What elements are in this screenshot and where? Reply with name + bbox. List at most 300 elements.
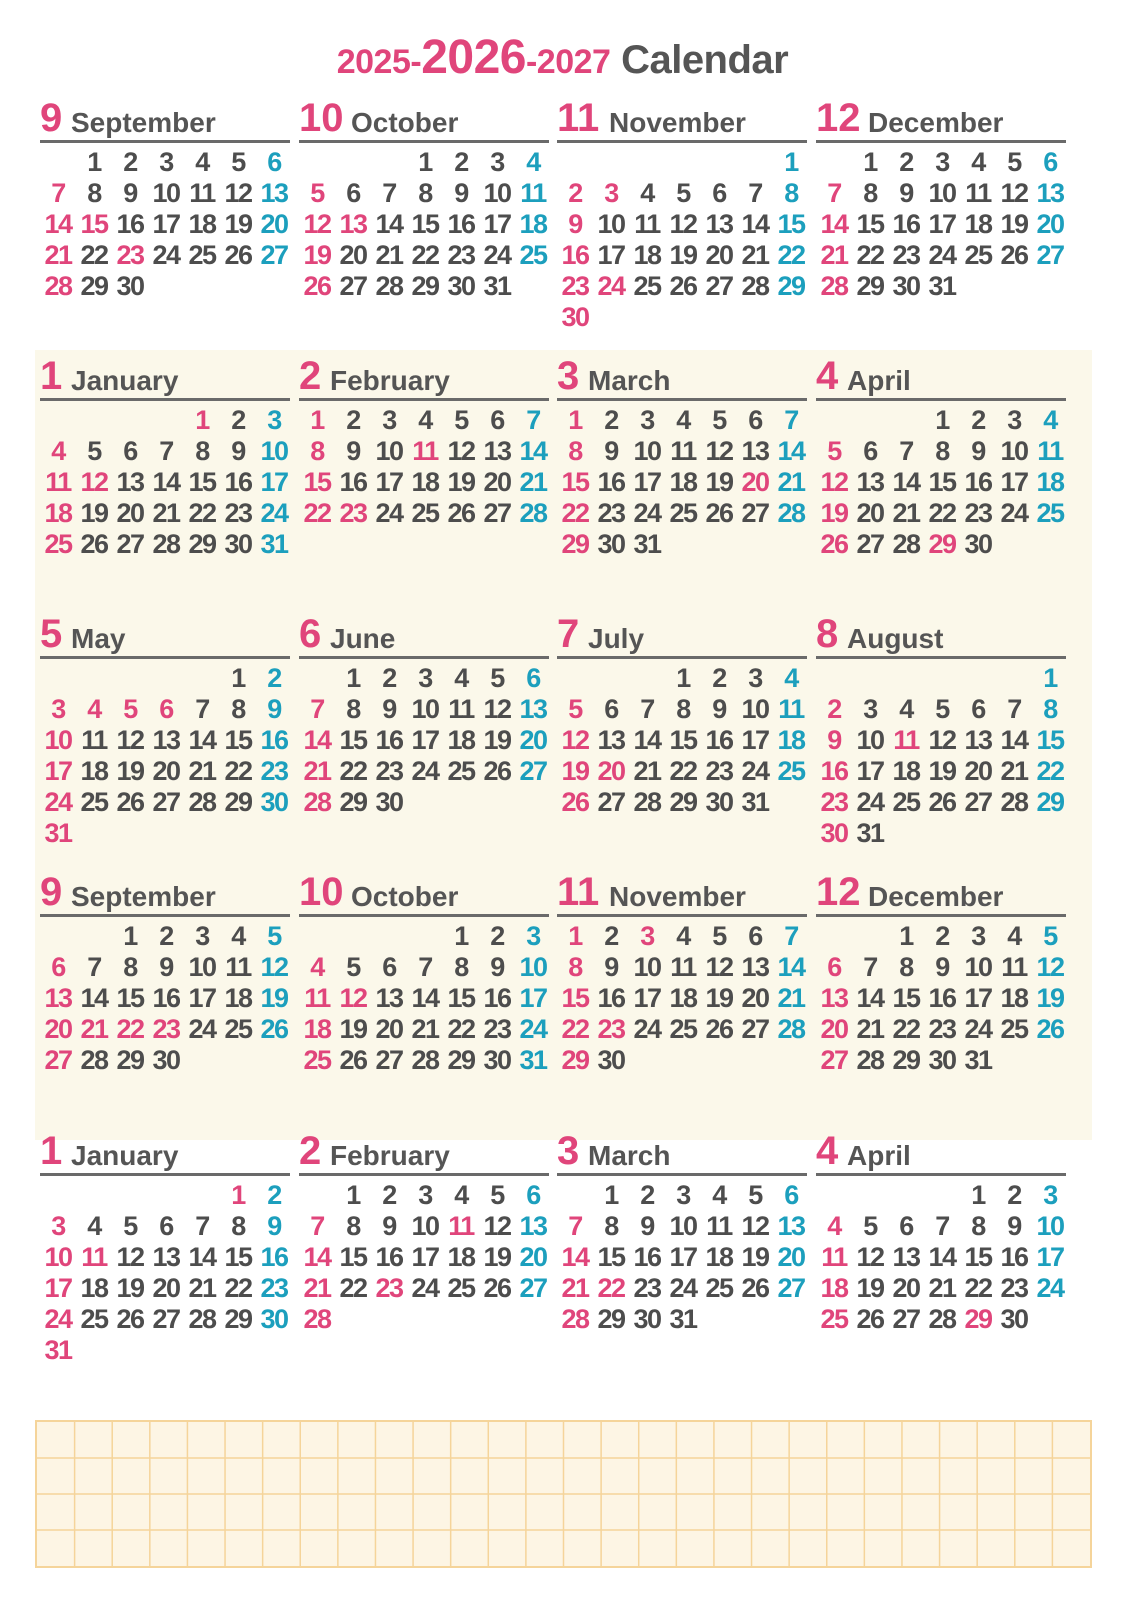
day-cell: 15 (188, 467, 216, 497)
day-cell: 7 (935, 1211, 949, 1241)
empty-cell (924, 1180, 960, 1211)
day-cell: 28 (928, 1304, 956, 1334)
day-cell: 30 (116, 271, 144, 301)
day-cell: 23 (116, 240, 144, 270)
day-cell: 29 (224, 1304, 252, 1334)
day-cell: 13 (892, 1242, 920, 1272)
day-cell: 18 (820, 1273, 848, 1303)
day-cell: 28 (303, 787, 331, 817)
day-cell: 9 (604, 436, 618, 466)
day-cell: 25 (80, 1304, 108, 1334)
day-cell: 1 (418, 147, 432, 177)
day-cell: 5 (1007, 147, 1021, 177)
day-cell: 5 (87, 436, 101, 466)
month-block (557, 1129, 807, 1335)
day-cell: 1 (310, 405, 324, 435)
empty-cell (76, 405, 112, 436)
month-name: July (588, 623, 645, 654)
day-cell: 25 (411, 498, 439, 528)
day-cell: 2 (346, 405, 360, 435)
day-cell: 11 (81, 725, 107, 755)
empty-cell (665, 147, 701, 178)
day-cell: 5 (346, 952, 360, 982)
day-cell: 30 (705, 787, 733, 817)
day-cell: 6 (159, 694, 173, 724)
day-cell: 17 (633, 467, 661, 497)
day-cell: 31 (44, 818, 72, 848)
day-cell: 10 (1000, 436, 1028, 466)
day-cell: 27 (44, 1045, 72, 1075)
day-cell: 9 (346, 436, 360, 466)
day-cell: 8 (899, 952, 913, 982)
day-cell: 8 (87, 178, 101, 208)
day-cell: 27 (116, 529, 144, 559)
day-cell: 10 (633, 952, 661, 982)
month-name: August (847, 623, 944, 654)
empty-cell (593, 663, 629, 694)
day-cell: 18 (447, 1242, 475, 1272)
day-cell: 21 (303, 1273, 331, 1303)
month-name: March (588, 1140, 671, 1171)
day-cell: 11 (706, 1211, 732, 1241)
empty-cell (557, 147, 593, 178)
day-cell: 15 (669, 725, 697, 755)
day-grid (816, 405, 1066, 560)
day-cell: 6 (526, 1180, 540, 1210)
month-header (816, 612, 1066, 659)
month-number: 6 (299, 612, 322, 656)
day-cell: 13 (705, 209, 733, 239)
day-cell: 17 (1036, 1242, 1064, 1272)
day-cell: 23 (820, 787, 848, 817)
day-cell: 18 (669, 983, 697, 1013)
day-cell: 17 (928, 209, 956, 239)
day-cell: 27 (892, 1304, 920, 1334)
empty-cell (112, 1180, 148, 1211)
empty-cell (299, 921, 335, 952)
day-cell: 11 (670, 436, 696, 466)
day-cell: 11 (965, 178, 991, 208)
title-main-year: 2026 (421, 31, 526, 84)
day-cell: 30 (260, 787, 288, 817)
day-cell: 1 (899, 921, 913, 951)
day-cell: 1 (346, 663, 360, 693)
day-cell: 21 (303, 756, 331, 786)
day-cell: 22 (777, 240, 805, 270)
day-cell: 29 (597, 1304, 625, 1334)
day-cell: 15 (892, 983, 920, 1013)
day-cell: 19 (260, 983, 288, 1013)
day-cell: 3 (748, 663, 762, 693)
day-cell: 19 (339, 1014, 367, 1044)
day-cell: 22 (339, 756, 367, 786)
day-cell: 12 (856, 1242, 884, 1272)
empty-cell (852, 405, 888, 436)
empty-cell (335, 921, 371, 952)
day-cell: 3 (51, 694, 65, 724)
day-cell: 18 (80, 756, 108, 786)
day-cell: 7 (310, 694, 324, 724)
day-cell: 13 (260, 178, 288, 208)
day-cell: 26 (705, 498, 733, 528)
day-cell: 25 (1000, 1014, 1028, 1044)
day-cell: 1 (231, 1180, 245, 1210)
day-cell: 4 (1007, 921, 1021, 951)
month-header (299, 1129, 549, 1176)
day-grid (299, 405, 549, 529)
day-cell: 1 (568, 921, 582, 951)
day-cell: 18 (447, 725, 475, 755)
day-cell: 26 (705, 1014, 733, 1044)
empty-cell (816, 921, 852, 952)
month-name: November (609, 107, 746, 138)
day-cell: 7 (195, 694, 209, 724)
day-cell: 22 (116, 1014, 144, 1044)
day-cell: 10 (741, 694, 769, 724)
day-cell: 1 (863, 147, 877, 177)
day-cell: 30 (597, 529, 625, 559)
day-cell: 25 (188, 240, 216, 270)
day-cell: 8 (784, 178, 798, 208)
month-number: 5 (40, 612, 63, 656)
day-cell: 7 (784, 921, 798, 951)
day-cell: 5 (676, 178, 690, 208)
day-cell: 5 (712, 921, 726, 951)
day-cell: 18 (705, 1242, 733, 1272)
day-cell: 19 (483, 1242, 511, 1272)
day-cell: 27 (741, 1014, 769, 1044)
day-cell: 5 (1043, 921, 1057, 951)
day-cell: 5 (310, 178, 324, 208)
day-cell: 15 (597, 1242, 625, 1272)
day-cell: 3 (51, 1211, 65, 1241)
day-cell: 13 (1036, 178, 1064, 208)
day-cell: 12 (224, 178, 252, 208)
day-cell: 11 (893, 725, 919, 755)
month-header (299, 612, 549, 659)
day-cell: 15 (777, 209, 805, 239)
day-cell: 2 (899, 147, 913, 177)
day-cell: 13 (152, 1242, 180, 1272)
day-cell: 28 (777, 498, 805, 528)
day-cell: 29 (224, 787, 252, 817)
empty-cell (888, 405, 924, 436)
day-cell: 10 (964, 952, 992, 982)
month-name: April (847, 1140, 911, 1171)
memo-grid-lines (37, 1422, 1090, 1566)
day-cell: 20 (1036, 209, 1064, 239)
day-cell: 24 (519, 1014, 547, 1044)
day-cell: 14 (411, 983, 439, 1013)
month-block (557, 96, 807, 333)
day-cell: 4 (676, 405, 690, 435)
day-cell: 27 (705, 271, 733, 301)
day-cell: 28 (1000, 787, 1028, 817)
day-cell: 28 (856, 1045, 884, 1075)
day-cell: 27 (375, 1045, 403, 1075)
day-cell: 14 (519, 436, 547, 466)
day-cell: 8 (971, 1211, 985, 1241)
day-cell: 18 (1036, 467, 1064, 497)
day-cell: 29 (964, 1304, 992, 1334)
day-cell: 29 (892, 1045, 920, 1075)
day-cell: 22 (561, 498, 589, 528)
day-cell: 22 (339, 1273, 367, 1303)
day-cell: 19 (1036, 983, 1064, 1013)
day-cell: 12 (705, 436, 733, 466)
day-cell: 9 (159, 952, 173, 982)
day-cell: 11 (189, 178, 215, 208)
day-cell: 2 (568, 178, 582, 208)
day-grid (299, 147, 549, 302)
day-cell: 13 (44, 983, 72, 1013)
day-cell: 3 (267, 405, 281, 435)
day-cell: 21 (820, 240, 848, 270)
day-cell: 26 (1036, 1014, 1064, 1044)
day-cell: 19 (820, 498, 848, 528)
day-cell: 17 (44, 756, 72, 786)
day-cell: 14 (1000, 725, 1028, 755)
day-cell: 19 (741, 1242, 769, 1272)
day-cell: 10 (633, 436, 661, 466)
day-cell: 4 (418, 405, 432, 435)
day-cell: 17 (741, 725, 769, 755)
day-cell: 21 (44, 240, 72, 270)
day-cell: 10 (597, 209, 625, 239)
month-number: 2 (299, 354, 322, 398)
day-cell: 5 (935, 694, 949, 724)
day-grid (557, 147, 807, 333)
day-cell: 26 (928, 787, 956, 817)
month-header (557, 96, 807, 143)
month-block (816, 1129, 1066, 1335)
empty-cell (737, 147, 773, 178)
day-cell: 23 (152, 1014, 180, 1044)
month-number: 7 (557, 612, 580, 656)
day-cell: 21 (561, 1273, 589, 1303)
day-cell: 22 (928, 498, 956, 528)
day-cell: 5 (490, 663, 504, 693)
empty-cell (40, 663, 76, 694)
day-cell: 18 (777, 725, 805, 755)
day-cell: 24 (633, 498, 661, 528)
day-cell: 29 (561, 1045, 589, 1075)
day-cell: 25 (447, 1273, 475, 1303)
day-cell: 5 (748, 1180, 762, 1210)
day-cell: 6 (712, 178, 726, 208)
day-cell: 3 (1043, 1180, 1057, 1210)
day-cell: 11 (520, 178, 546, 208)
day-cell: 25 (44, 529, 72, 559)
day-cell: 7 (863, 952, 877, 982)
day-cell: 7 (784, 405, 798, 435)
day-cell: 24 (483, 240, 511, 270)
day-cell: 14 (856, 983, 884, 1013)
day-cell: 3 (382, 405, 396, 435)
day-cell: 2 (640, 1180, 654, 1210)
month-name: September (71, 107, 216, 138)
day-grid (299, 921, 549, 1076)
day-cell: 8 (346, 694, 360, 724)
empty-cell (557, 663, 593, 694)
day-cell: 17 (483, 209, 511, 239)
day-cell: 8 (195, 436, 209, 466)
day-cell: 14 (777, 436, 805, 466)
day-cell: 27 (741, 498, 769, 528)
empty-cell (76, 1180, 112, 1211)
empty-cell (852, 663, 888, 694)
day-cell: 16 (820, 756, 848, 786)
day-grid (816, 147, 1066, 302)
day-cell: 18 (80, 1273, 108, 1303)
day-cell: 27 (519, 1273, 547, 1303)
day-cell: 22 (856, 240, 884, 270)
day-cell: 2 (267, 1180, 281, 1210)
day-cell: 21 (519, 467, 547, 497)
day-cell: 6 (159, 1211, 173, 1241)
day-cell: 27 (339, 271, 367, 301)
day-cell: 14 (820, 209, 848, 239)
day-cell: 20 (260, 209, 288, 239)
day-cell: 17 (411, 725, 439, 755)
month-header (816, 1129, 1066, 1176)
day-cell: 21 (633, 756, 661, 786)
day-cell: 25 (669, 1014, 697, 1044)
day-cell: 17 (519, 983, 547, 1013)
day-cell: 28 (820, 271, 848, 301)
day-cell: 10 (152, 178, 180, 208)
day-cell: 4 (827, 1211, 841, 1241)
day-cell: 27 (820, 1045, 848, 1075)
day-cell: 14 (152, 467, 180, 497)
day-cell: 14 (633, 725, 661, 755)
empty-cell (852, 921, 888, 952)
day-cell: 20 (741, 983, 769, 1013)
month-number: 4 (816, 354, 839, 398)
day-cell: 22 (1036, 756, 1064, 786)
day-cell: 10 (1036, 1211, 1064, 1241)
day-cell: 8 (231, 1211, 245, 1241)
day-cell: 15 (339, 1242, 367, 1272)
day-cell: 1 (346, 1180, 360, 1210)
empty-cell (299, 1180, 335, 1211)
day-cell: 4 (454, 1180, 468, 1210)
day-cell: 7 (568, 1211, 582, 1241)
day-cell: 14 (561, 1242, 589, 1272)
day-cell: 14 (188, 725, 216, 755)
month-number: 3 (557, 354, 580, 398)
day-cell: 30 (597, 1045, 625, 1075)
day-cell: 15 (339, 725, 367, 755)
empty-cell (335, 147, 371, 178)
day-cell: 29 (339, 787, 367, 817)
day-cell: 21 (892, 498, 920, 528)
empty-cell (76, 921, 112, 952)
month-name: September (71, 881, 216, 912)
day-cell: 1 (676, 663, 690, 693)
day-cell: 29 (561, 529, 589, 559)
day-cell: 12 (116, 1242, 144, 1272)
month-name: February (330, 1140, 450, 1171)
empty-cell (112, 663, 148, 694)
month-block (816, 96, 1066, 302)
day-cell: 29 (856, 271, 884, 301)
day-cell: 9 (640, 1211, 654, 1241)
month-number: 12 (816, 96, 861, 140)
day-cell: 1 (1043, 663, 1057, 693)
day-cell: 5 (267, 921, 281, 951)
day-cell: 6 (490, 405, 504, 435)
day-cell: 6 (51, 952, 65, 982)
day-cell: 6 (604, 694, 618, 724)
day-cell: 8 (310, 436, 324, 466)
day-cell: 31 (928, 271, 956, 301)
day-cell: 5 (863, 1211, 877, 1241)
day-cell: 21 (856, 1014, 884, 1044)
day-cell: 26 (80, 529, 108, 559)
day-cell: 9 (827, 725, 841, 755)
day-cell: 4 (1043, 405, 1057, 435)
day-cell: 12 (1000, 178, 1028, 208)
day-cell: 31 (633, 529, 661, 559)
empty-cell (371, 921, 407, 952)
month-block (40, 870, 290, 1076)
day-cell: 23 (964, 498, 992, 528)
title-start-year: 2025- (336, 43, 422, 81)
day-cell: 18 (44, 498, 72, 528)
day-cell: 23 (1000, 1273, 1028, 1303)
day-cell: 3 (935, 147, 949, 177)
day-cell: 21 (777, 467, 805, 497)
day-cell: 1 (195, 405, 209, 435)
day-cell: 20 (705, 240, 733, 270)
day-grid (40, 405, 290, 560)
month-block (557, 354, 807, 560)
day-cell: 14 (741, 209, 769, 239)
day-cell: 14 (892, 467, 920, 497)
empty-cell (888, 663, 924, 694)
day-cell: 16 (116, 209, 144, 239)
month-name: December (868, 881, 1004, 912)
day-cell: 24 (964, 1014, 992, 1044)
day-cell: 16 (964, 467, 992, 497)
day-cell: 17 (188, 983, 216, 1013)
day-cell: 4 (51, 436, 65, 466)
day-cell: 31 (44, 1335, 72, 1365)
empty-cell (184, 663, 220, 694)
day-cell: 7 (526, 405, 540, 435)
day-cell: 27 (483, 498, 511, 528)
day-cell: 21 (188, 756, 216, 786)
month-number: 1 (40, 1129, 63, 1173)
day-cell: 15 (561, 983, 589, 1013)
day-cell: 30 (224, 529, 252, 559)
day-cell: 19 (669, 240, 697, 270)
day-cell: 19 (303, 240, 331, 270)
day-cell: 26 (116, 1304, 144, 1334)
day-cell: 2 (267, 663, 281, 693)
day-cell: 22 (224, 756, 252, 786)
day-cell: 18 (411, 467, 439, 497)
empty-cell (924, 663, 960, 694)
month-header (557, 1129, 807, 1176)
day-cell: 13 (964, 725, 992, 755)
day-cell: 14 (188, 1242, 216, 1272)
empty-cell (299, 663, 335, 694)
day-cell: 28 (303, 1304, 331, 1334)
day-cell: 22 (224, 1273, 252, 1303)
day-cell: 10 (483, 178, 511, 208)
